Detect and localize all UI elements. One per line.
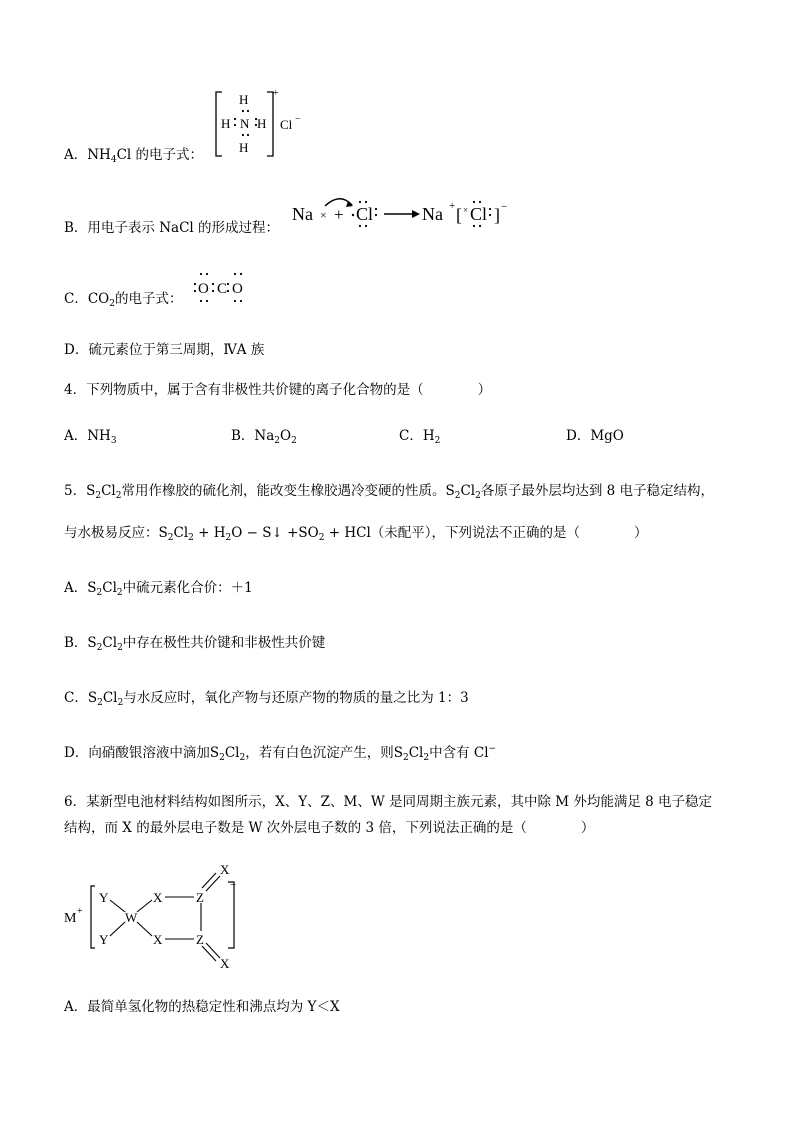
q6-option-a: A．最简单氢化物的热稳定性和沸点均为 Y＜X (64, 999, 340, 1015)
nacl-formation-diagram (292, 194, 512, 234)
option-a-cl: Cl (116, 147, 132, 163)
q5-option-b: B．$S_2Cl_2$中存在极性共价键和非极性共价键 (64, 635, 326, 653)
plus-sign: + (334, 205, 344, 224)
option-a-prefix: A．NH (64, 147, 111, 163)
option-c-co2 (64, 290, 182, 308)
option-b-text: B．用电子表示 NaCl 的形成过程： (64, 220, 280, 236)
cl-charge: − (295, 114, 301, 125)
q5-option-a: A．$S_2Cl_2$中硫元素化合价：＋1 (64, 580, 253, 598)
m-charge: + (77, 906, 83, 917)
option-c-prefix: C．CO (64, 291, 110, 307)
y-top: Y (99, 890, 109, 905)
bracket-right (228, 882, 234, 948)
q5-option-d: D．向硝酸银溶液中滴加$S_2Cl_2$，若有白色沉淀产生，则$S_2Cl_2$中含有 Cl− (64, 744, 497, 763)
cl-ion: Cl (280, 117, 293, 132)
x-top: X (153, 890, 163, 905)
m-ion: M (64, 911, 77, 926)
n-center: N (240, 116, 250, 131)
q4-option-c: C．$H_2$ (399, 428, 441, 446)
h-top: H (239, 92, 249, 107)
q5-line1: 5．$S_2Cl_2$常用作橡胶的硫化剂，能改变生橡胶遇冷变硬的性质。$S_2Cl_2$各原子最外层均达到 8 电子稳定结构， (64, 483, 715, 501)
bracket-left (91, 886, 95, 948)
x-bottom: X (153, 932, 163, 947)
q5-line2: 与水极易反应：$S_2Cl_2 + H_2O$ − S↓ $+SO_2 + HCl$（未配平），下列说法不正确的是（ ） (64, 525, 648, 543)
cl-ion-x: × (463, 205, 469, 215)
option-b-nacl (64, 219, 279, 237)
option-a-nh4cl (64, 146, 203, 164)
c-center: C (217, 281, 228, 297)
o-right: O (232, 281, 243, 297)
h-right: H (257, 116, 267, 131)
bracket-right (267, 92, 273, 156)
bracket-close: ] (494, 205, 500, 225)
anion-charge: − (230, 879, 237, 891)
z-top: Z (196, 890, 204, 905)
q6-line1: 6．某新型电池材料结构如图所示，X、Y、Z、M、W 是同周期主族元素，其中除 M 外均能满足 8 电子稳定 (64, 794, 713, 810)
option-a-suffix: 的电子式： (131, 147, 204, 163)
x-bottom-terminal: X (220, 956, 230, 971)
na-electron: × (320, 208, 327, 222)
z-bottom: Z (196, 932, 204, 947)
na-charge: + (449, 200, 456, 212)
h-bottom: H (239, 140, 249, 155)
cl-atom: Cl (356, 204, 374, 224)
option-a-sub: 4 (110, 155, 117, 165)
cl-ion: Cl (470, 204, 488, 224)
nh4-charge: + (273, 88, 279, 99)
na-ion: Na (422, 204, 443, 224)
nh4cl-electron-formula (212, 88, 312, 160)
y-bottom: Y (99, 932, 109, 947)
q6-line2: 结构，而 X 的最外层电子数是 W 次外层电子数的 3 倍，下列说法正确的是（ ） (64, 820, 595, 836)
o-left: O (198, 281, 209, 297)
h-left: H (221, 116, 231, 131)
q4-option-d: D．MgO (566, 428, 624, 444)
option-c-sub: 2 (109, 299, 115, 309)
q4-option-a: A．$NH_3$ (64, 428, 117, 446)
co2-electron-formula (192, 270, 256, 306)
bracket-open: [ (456, 205, 462, 225)
x-top-terminal: X (220, 862, 230, 877)
q4-option-b: B．$Na_2O_2$ (231, 428, 297, 446)
cl-ion-charge: − (501, 201, 508, 213)
na-atom: Na (292, 204, 313, 224)
w-atom: W (125, 910, 138, 925)
battery-material-structure (62, 856, 252, 976)
option-c-suffix: 的电子式： (114, 291, 183, 307)
option-d-sulfur: D．硫元素位于第三周期，ⅣA 族 (64, 342, 265, 358)
q5-option-c: C．$S_2Cl_2$与水反应时，氧化产物与还原产物的物质的量之比为 1：3 (64, 690, 469, 708)
q4-stem: 4．下列物质中，属于含有非极性共价键的离子化合物的是（ ） (64, 382, 492, 398)
